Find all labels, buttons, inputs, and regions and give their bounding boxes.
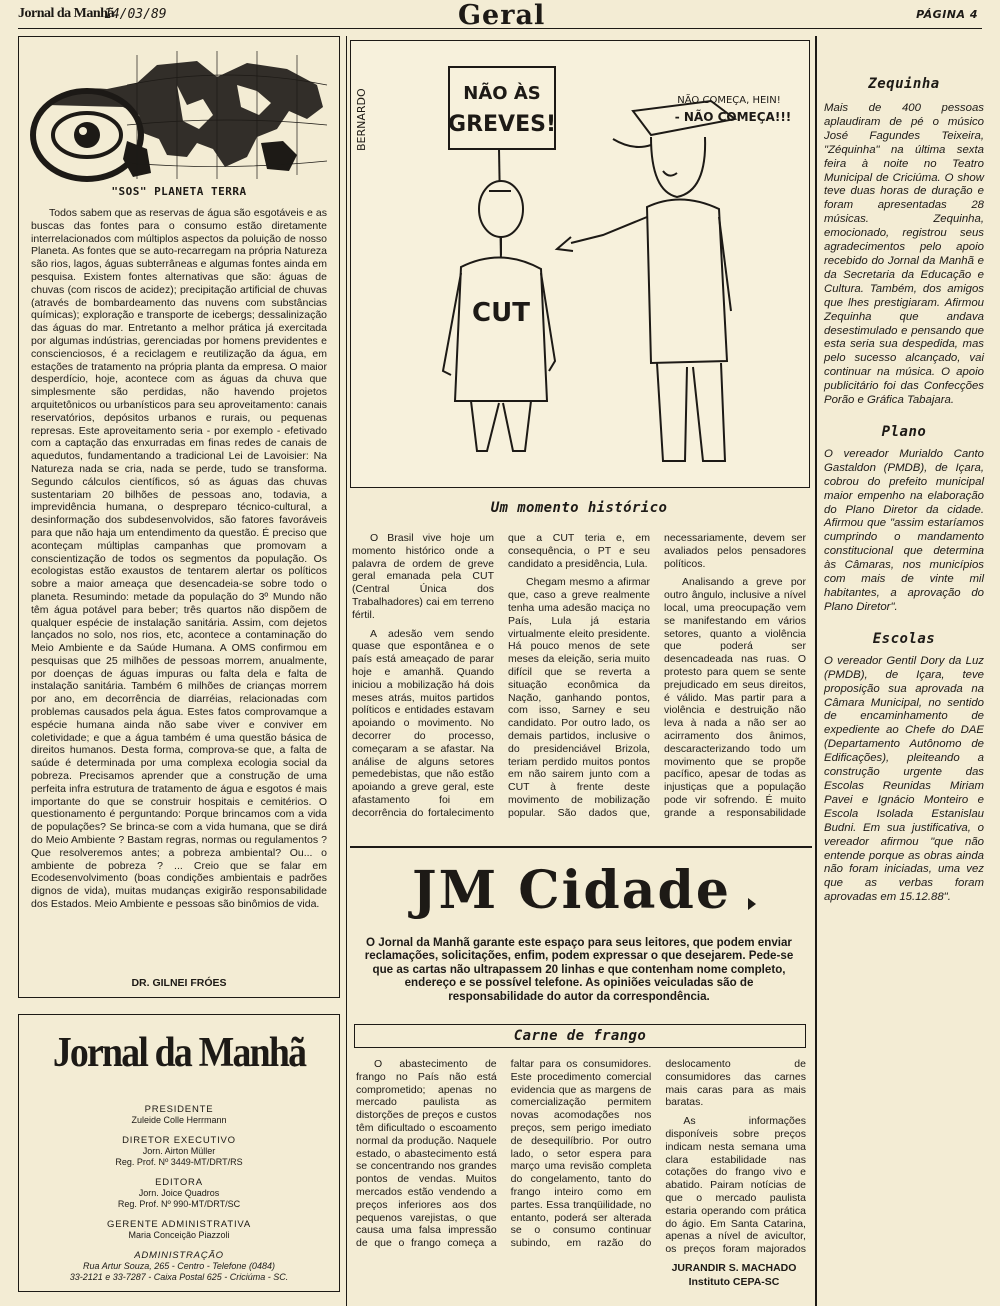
staff-role: GERENTE ADMINISTRATIVA	[107, 1219, 251, 1230]
staff-list	[19, 1095, 339, 1283]
jm-cidade-title: JM Cidade	[412, 860, 731, 921]
historic-paragraph: A adesão vem sendo quase que espontânea e o país está ameaçado de parar hoje e amanhã. Quando iniciou a mobilização há dois meses atrás, muitos partidos políticos e entidades estavam apoiando o movimento. No decorrer do processo, começaram a se afastar. Na análise de alguns setores pemedebistas, que não estão apoiando a greve geral, este afastamento foi em decorrência do fortalecimento que a CUT teria e, em consequência, o PT e seu candidato a presidência, Lula.	[352, 532, 650, 819]
column-divider	[346, 36, 347, 1306]
frango-paragraph: As informações disponíveis sobre preços indicam nesta semana uma clara estabilidade nas cotações do frango vivo e abatido. Pairam notícias de que o mercado paulista estaria operando com prática do ágio. Em Santa Catarina, apenas a nível de avicultor, os preços foram majorados	[665, 1115, 806, 1256]
strike-cartoon	[351, 41, 809, 487]
sos-article	[18, 36, 340, 998]
admin-phone: 33-2121 e 33-7287 - Caixa Postal 625 - Criciúma - SC.	[69, 1272, 289, 1282]
staff-role: DIRETOR EXECUTIVO	[122, 1135, 236, 1146]
zequinha-title: Zequinha	[868, 76, 940, 92]
frango-title-box	[354, 1024, 806, 1048]
zequinha-text: Mais de 400 pessoas aplaudiram de pé o músico José Fagundes Teixeira, "Zéquinha" na última sexta feira à noite no Teatro Municipal de Criciúma. O show teve duas horas de duração e foram apresentadas 28 músicas. Zequinha, emocionado, registrou seus agradecimentos pelo apoio recebido do Jornal da Manhã e da Secretaria da Educação e Cultura. Também, dos amigos que lhes prestigiaram. Afirmou Zequinha que andava desestimulado e pensando que esta seria sua despedida, mas pelo sucesso alcançado, vai continuar na música. O apoio publicitário foi das Confecções Porão e Gráfica Tabajara.	[824, 102, 984, 407]
expediente-logo: Jornal da Manhã	[52, 1030, 306, 1076]
sign-text-2: GREVES!	[448, 112, 556, 137]
speech-text-1: NÃO COMEÇA, HEIN!	[677, 95, 781, 106]
staff-name: Maria Conceição Piazzoli	[128, 1230, 230, 1240]
header-logo: Jornal da Manhã	[18, 6, 114, 21]
page-number: PÁGINA 4	[916, 8, 978, 21]
staff-name: Zuleide Colle Herrmann	[131, 1115, 227, 1125]
header-date: 14/03/89	[104, 7, 167, 22]
sos-body	[31, 207, 327, 967]
historic-paragraph: O Brasil vive hoje um momento histórico onde a palavra de ordem de greve geral emanada pela CUT (Central Única dos Trabalhadores) cai em terreno fértil.	[352, 532, 494, 621]
escolas-text: O vereador Gentil Dory da Luz (PMDB), de Içara, teve proposição sua aprovada na Câmara Municipal, no sentido de encaminhamento de expediente ao Chefe do DAE (Departamento Autônomo de Edificações), pleiteando a construção urgente das Escolas Reunidas Miriam Pavei e Ignácio Monteiro e Escola Isolada Estanislau Budni. Em sua justificativa, o vereador afirmou "que não entende porque as obras ainda não foram iniciadas, uma vez que as verbas foram aprovadas em 15.12.88".	[824, 654, 984, 904]
jm-cidade-arrow-icon	[748, 898, 756, 910]
frango-title: Carne de frango	[513, 1028, 647, 1044]
shirt-text: CUT	[472, 298, 530, 328]
admin-label: ADMINISTRAÇÃO	[134, 1250, 224, 1261]
staff-name: Jorn. Airton Müller	[142, 1146, 216, 1156]
cartoon-frame	[350, 40, 810, 488]
historic-paragraph: Analisando a greve por outro ângulo, inclusive a nível local, uma preocupação vem se manifestando em vários setores, quanto a violência que poderá ser desencadeada nas ruas. O protesto para quem se sente prejudicado em seus direitos, é válido. Mas partir para a violência e destruição não leva à nada a não ser ao acirramento dos ânimos, descaracterizando todo um movimento que se propõe pacífico, apesar de todas as injustiças que a população pode vir sofrendo. É muito grande a responsabilidade	[664, 576, 806, 819]
page-header	[18, 0, 982, 31]
escolas-title: Escolas	[872, 630, 936, 647]
frango-paragraph: O abastecimento de frango no País não está comprometido; apenas no mercado paulista as distorções de preços e custos têm dificultado o escoamento normal da produção. Naquele estado, o abastecimento está se concentrando nos grandes pontos de vendas. Muitos mercados estão vendendo a preços inferiores aos dos pequenos varejistas, o que causa uma falsa impressão de que o frango começa a faltar para os consumidores. Este procedimento comercial evidencia que as margens de comercialização permitem novas acomodações nos preços, sem perigo imediato de desequilíbrio. Por outro lado, o setor espera para março uma revisão completa do congelamento, tanto do frango inteiro como em partes. Essa tranqüilidade, no entanto, poderá ser alterada se o consumo continuar subindo, em razão do deslocamento de consumidores das carnes mais caras para as mais baratas.	[356, 1058, 806, 1250]
sos-title: "SOS" PLANETA TERRA	[111, 185, 247, 198]
jm-cidade-banner	[350, 860, 808, 1020]
sos-author: DR. GILNEI FRÓES	[131, 977, 227, 989]
frango-body	[356, 1058, 806, 1258]
historic-paragraph: Chegam mesmo a afirmar que, caso a greve realmente tenha uma adesão maciça no País, Lula já estaria virtualmente eleito presidente. Há pouco menos de sete meses da eleição, seria muito difícil que se reverta a situação econômica da Nação, ganhando pontos, com isso, Sarney e seu candidato. Por outro lado, os demais partidos, inclusive o do presidenciável Brizola, teriam perdido muitos pontos em não sairem junto com a CUT à frente deste movimento de mobilização popular. São dados que, necessariamente, devem ser avaliados pelos pensadores políticos.	[508, 532, 806, 819]
staff-name: Jorn. Joice Quadros	[138, 1188, 220, 1198]
plano-text: O vereador Murialdo Canto Gastaldon (PMDB), de Içara, cobrou do prefeito municipal maior empenho na elaboração do Plano Diretor da cidade. Afirmou que "assim estaríamos cumprindo o mandamento constitucional que determina às Câmaras, nos municípios com mais de vinte mil habitantes, a aprovação do Plano Diretor".	[824, 447, 984, 613]
jm-cidade-notice: O Jornal da Manhã garante este espaço para seus leitores, que podem enviar reclamações, solicitações, enfim, podem expressar o que desejarem. Pede-se que as cartas não ultrapassem 20 linhas e que contenham nome completo, endereço e se possível telefone. As opiniões veiculadas são de responsabilidade do autor da correspondência.	[364, 936, 794, 1003]
cartoon-artist: BERNARDO	[355, 88, 368, 151]
planet-eye-emblem	[27, 45, 331, 185]
historic-body	[352, 532, 806, 832]
staff-reg: Reg. Prof. Nº 3449-MT/DRT/RS	[115, 1157, 243, 1167]
column-divider	[815, 36, 817, 1306]
historic-title: Um momento histórico	[490, 500, 668, 516]
speech-text-2: - NÃO COMEÇA!!!	[674, 110, 792, 124]
section-divider	[350, 846, 812, 848]
masthead-box	[18, 1014, 340, 1292]
sign-text-1: NÃO ÀS	[463, 83, 541, 104]
frango-author: JURANDIR S. MACHADO	[671, 1262, 797, 1274]
frango-institution: Instituto CEPA-SC	[688, 1276, 780, 1288]
staff-reg: Reg. Prof. Nº 990-MT/DRT/SC	[117, 1199, 241, 1209]
sos-paragraph: Todos sabem que as reservas de água são esgotáveis e as buscas das fontes para o consumo estão diretamente interrelacionados com múltiplos aspectos da poluição de nosso Planeta. As fontes que se auto-recarregam na própria Natureza são rios, lagos, águas subterrâneas e algumas fontes ainda em pesquisa. Existem fontes alternativas que são: águas de chuvas (com riscos de acidez); precipitação artificial de chuvas (através de bombardeamento das nuvens com substâncias químicas); exploração e transporte de icebergs; dessalinização das águas do mar. Entretanto a melhor prática já exercitada por algumas indústrias, gerenciadas por homens previdentes e conscienciosos, é a reciclagem e reutilização da água, em estações de tratamento na própria planta da empresa. O maior desperdício, hoje, acontece com as águas da chuva que simplesmente são perdidas, não havendo projetos arquitetônicos ou urbanísticos para seu aproveitamento: canais reservatórios, depósitos urbanos e rurais, ou pequenas represas. Este aproveitamento seria - por exemplo - efetivado com a captação das enxurradas em finas redes de canais de aquedutos, fundamentando a tradicional Lei de Lavoisier: Na Natureza nada se cria, nada se perde, tudo se transforma. Segundo cálculos científicos, só as águas das chuvas sustentariam 20 bilhões de pessoas ano, todavia, a imprevidência humana, o despreparo técnico-cultural, a desinformação dos subdesenvolvidos, são fatores favoráveis para que não haja um entendimento da questão. É preciso que aconteçam múltiplas campanhas que promovam a conscientização de todos os segmentos da população. Os ecologistas estão exaustos de tentarem alertar os políticos sobre a maior ameaça que desencadeia-se sobre todo o planeta. Resumindo: metade da população do 3º Mundo não têm água potável para beber; três quartos não dispõem de qualquer espécie de instalação sanitária. Assim, com dejetos lançados no solo, nos rios, etc, acontece a contaminação do Meio Ambiente e da Saúde Humana. A OMS confirmou em pesquisas que 25 milhões de pessoas morrem, anualmente, por doenças de águas impuras ou falta dela e falta de instalação sanitária. Também 6 milhões de crianças morrem por ano, em decorrência de diarréias, relacionadas com problemas causados pela água. Estes fatos comprovamque a espécie humana ainda não sabe viver e conviver em coletividade; e que a água também é uma questão básica de direitos humanos. Desta forma, comprova-se que, a falta de saúde é determinada por uma complexa ecologia social da pobreza. Precisamos aprender que a construção de uma perfeita infra estrutura de tratamento de água e esgotos é mais importante do que se construir hospitais e cemitérios. O questionamento é perguntando: Porque brincamos com a vida de populações? Se brinca-se com a vida humana, que se dirá do Meio Ambiente ? Bastam regras, normas ou regulamentos ? Que resolveremos antes; a pobreza ambiental? Ou... o ambiente de pobreza ? ... Creio que se falar em Ecodesenvolvimento (boas condições ambientais e padrões dignos de vida), muitas mudanças exigirão responsabilidade dos Estados. Meio Ambiente e pessoas são binômios de vida.	[31, 207, 327, 911]
section-title: Geral	[458, 0, 546, 31]
admin-address: Rua Artur Souza, 265 - Centro - Telefone (0484)	[83, 1261, 275, 1271]
right-sidebar	[824, 76, 984, 1296]
staff-role: PRESIDENTE	[144, 1104, 214, 1115]
staff-role: EDITORA	[155, 1177, 203, 1188]
plano-title: Plano	[881, 423, 927, 440]
